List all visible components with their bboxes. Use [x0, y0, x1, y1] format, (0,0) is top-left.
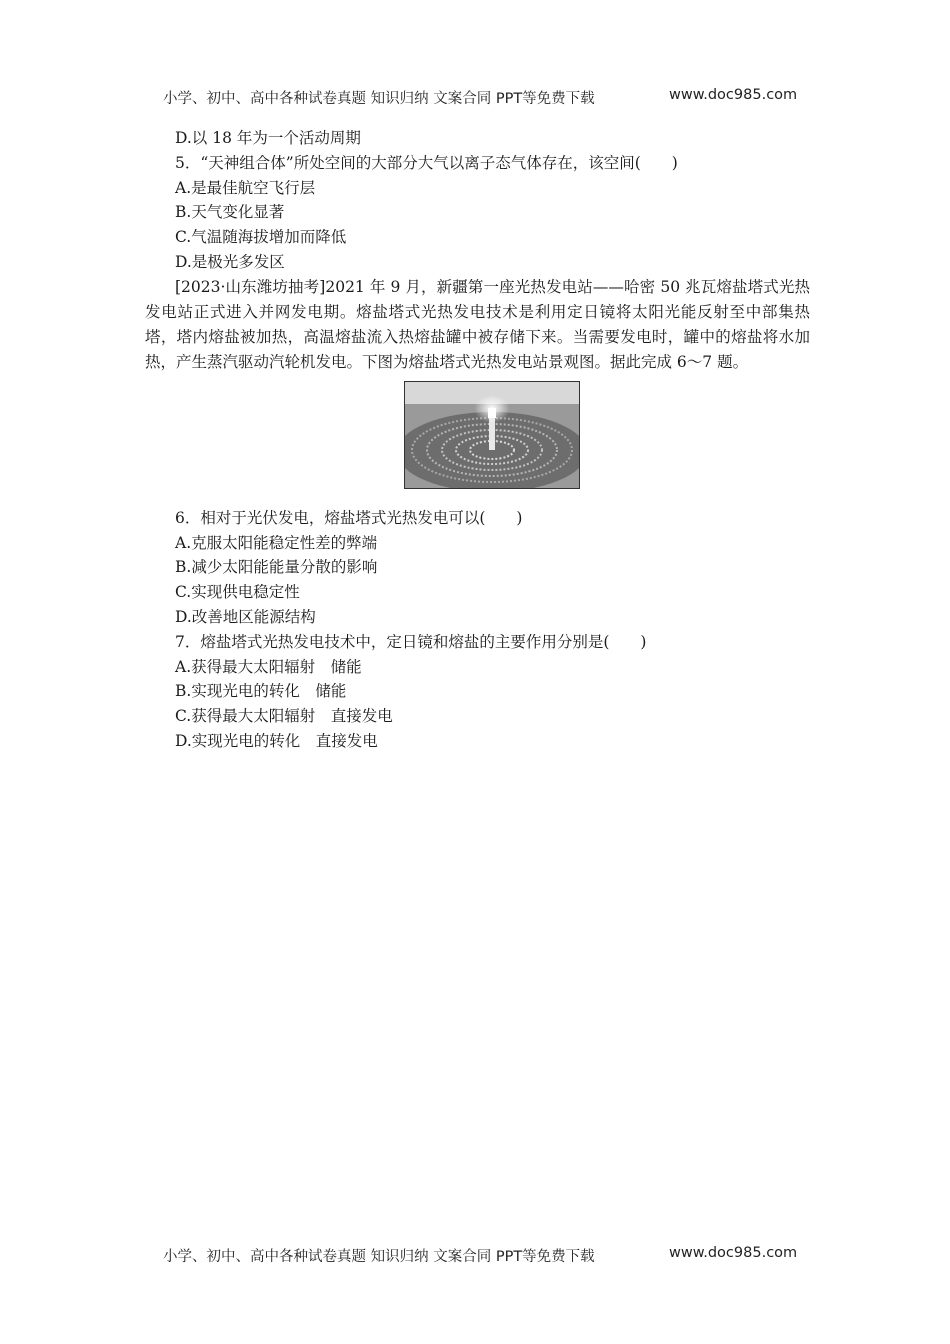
q6-option-b: B.减少太阳能能量分散的影响 — [175, 558, 378, 577]
q5-option-a: A.是最佳航空飞行层 — [175, 178, 316, 197]
page-content — [145, 126, 810, 754]
q4-option-d: D.以 18 年为一个活动周期 — [175, 129, 361, 147]
header-url[interactable]: www.doc985.com — [669, 87, 798, 103]
footer-text: 小学、初中、高中各种试卷真题 知识归纳 文案合同 PPT等免费下载 — [163, 1249, 595, 1265]
q5-option-c: C.气温随海拔增加而降低 — [175, 228, 347, 247]
q6-option-c: C.实现供电稳定性 — [175, 583, 300, 602]
reading-passage: [2023·山东潍坊抽考]2021 年 9 月，新疆第一座光热发电站——哈密 50 兆瓦熔盐塔式光热发电站正式进入并网发电期。熔盐塔式光热发电技术是利用定日镜将太阳光能反射至中部集热塔，塔内熔盐被加热，高温熔盐流入热熔盐罐中被存储下来。当需要发电时，罐中的熔盐将水加热，产生蒸汽驱动汽轮机发电。下图为熔盐塔式光热发电站景观图。据此完成 6～7 题。 — [145, 277, 810, 371]
page-footer — [163, 1245, 798, 1266]
q6-option-d: D.改善地区能源结构 — [175, 607, 316, 626]
q7-option-c: C.获得最大太阳辐射 直接发电 — [175, 707, 393, 726]
solar-power-station-photo — [404, 381, 580, 489]
q7-stem: 7．熔盐塔式光热发电技术中，定日镜和熔盐的主要作用分别是( ) — [175, 632, 647, 651]
footer-url[interactable]: www.doc985.com — [669, 1245, 798, 1261]
q7-option-a: A.获得最大太阳辐射 储能 — [175, 657, 362, 676]
q7-option-d: D.实现光电的转化 直接发电 — [175, 731, 378, 750]
photo-container — [145, 381, 810, 502]
q7-option-b: B.实现光电的转化 储能 — [175, 682, 347, 701]
q5-option-d: D.是极光多发区 — [175, 252, 285, 271]
page-header — [163, 87, 798, 108]
q5-option-b: B.天气变化显著 — [175, 203, 285, 222]
solar-field-illustration — [405, 382, 579, 488]
q5-stem: 5．“天神组合体”所处空间的大部分大气以离子态气体存在，该空间( ) — [175, 153, 678, 172]
q6-option-a: A.克服太阳能稳定性差的弊端 — [175, 533, 378, 552]
header-text: 小学、初中、高中各种试卷真题 知识归纳 文案合同 PPT等免费下载 — [163, 91, 595, 107]
q6-stem: 6．相对于光伏发电，熔盐塔式光热发电可以( ) — [175, 508, 523, 527]
